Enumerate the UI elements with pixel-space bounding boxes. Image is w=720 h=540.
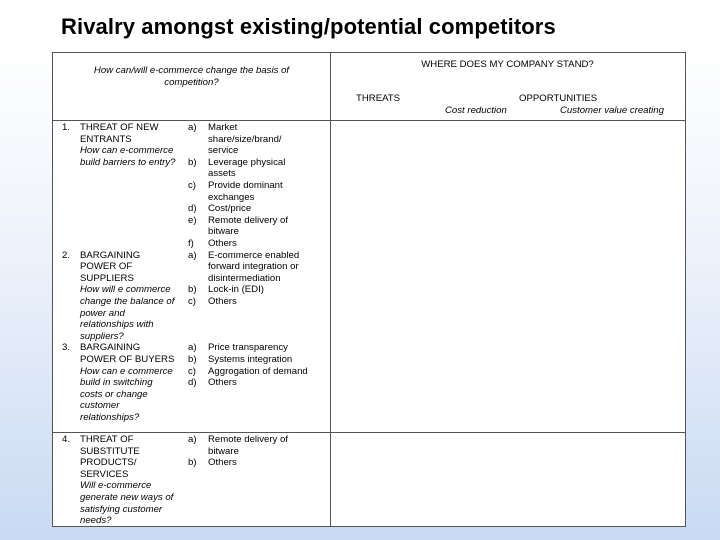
section-title: SUPPLIERS (80, 272, 134, 284)
item-text: Market (208, 122, 238, 133)
item-text: disintermediation (208, 272, 281, 284)
item-label: a) (188, 434, 197, 445)
item-text: Others (208, 377, 237, 389)
section-title: SERVICES (80, 468, 129, 480)
competition-matrix (52, 52, 686, 527)
item-label: c) (188, 296, 196, 307)
section-title: POWER OF BUYERS (80, 354, 175, 365)
item-text: bitware (208, 445, 239, 457)
section-question: customer (80, 400, 120, 412)
item-text: E-commerce enabled (208, 249, 300, 261)
section-question: How can e-commerce (80, 145, 174, 157)
column-divider (330, 53, 331, 526)
section-question: relationships? (80, 412, 140, 423)
section-question: How will e commerce (80, 284, 171, 296)
item-label: b) (188, 156, 197, 168)
item-text: Others (208, 238, 237, 249)
slide-title: Rivalry amongst existing/potential competitors (61, 14, 556, 39)
section-question: build barriers to entry? (80, 156, 176, 168)
item-label: b) (188, 354, 197, 365)
section-title: BARGAINING (80, 342, 141, 354)
section-number: 1. (62, 122, 71, 133)
item-label: a) (188, 122, 197, 133)
item-label: b) (188, 457, 197, 469)
item-text: Others (208, 457, 237, 469)
header-question: How can/will e-commerce change the basis of competition? (93, 65, 290, 88)
section-title: ENTRANTS (80, 133, 132, 145)
section-question: relationships with (80, 319, 154, 331)
item-label: b) (188, 284, 197, 296)
section-question: needs? (80, 515, 112, 527)
item-text: Price transparency (208, 342, 288, 354)
item-label: a) (188, 249, 197, 261)
item-label: a) (188, 342, 197, 354)
section-question: satisfying customer (80, 503, 163, 515)
section-number: 2. (62, 249, 71, 261)
section-question: Will e-commerce (80, 480, 152, 492)
header-customer-value: Customer value creating (560, 105, 664, 116)
section-title: SUBSTITUTE (80, 445, 140, 457)
item-text: bitware (208, 226, 239, 238)
section-question: power and (80, 307, 125, 319)
item-text: Leverage physical (208, 156, 286, 168)
section-question: generate new ways of (80, 492, 174, 503)
item-label: c) (188, 365, 196, 377)
section-question: build in switching (80, 377, 153, 389)
section-title: THREAT OF NEW (80, 122, 159, 133)
section-number: 4. (62, 434, 71, 445)
item-text: Aggrogation of demand (208, 365, 308, 377)
item-text: Others (208, 296, 237, 307)
section-question: costs or change (80, 388, 148, 400)
header-divider (53, 120, 685, 121)
item-text: Systems integration (208, 354, 293, 365)
item-label: d) (188, 377, 197, 389)
section-question: suppliers? (80, 330, 124, 342)
row-divider (53, 432, 685, 433)
item-label: e) (188, 214, 197, 226)
header-opportunities: OPPORTUNITIES (519, 93, 598, 104)
item-text: assets (208, 168, 236, 180)
item-text: share/size/brand/ (208, 133, 282, 145)
item-label: f) (188, 238, 194, 249)
item-text: Lock-in (EDI) (208, 284, 264, 296)
item-text: forward integration or (208, 261, 299, 273)
item-text: Remote delivery of (208, 434, 288, 445)
header-threats: THREATS (356, 93, 401, 104)
section-title: BARGAINING (80, 249, 141, 261)
item-label: c) (188, 180, 196, 191)
section-number: 3. (62, 342, 71, 354)
item-text: service (208, 145, 239, 157)
item-text: exchanges (208, 191, 255, 203)
section-title: PRODUCTS/ (80, 457, 137, 469)
item-label: d) (188, 203, 197, 215)
section-title: POWER OF (80, 261, 133, 273)
item-text: Remote delivery of (208, 214, 288, 226)
section-question: How can e commerce (80, 365, 173, 377)
section-title: THREAT OF (80, 434, 134, 445)
section-question: change the balance of (80, 296, 175, 307)
header-cost-reduction: Cost reduction (445, 105, 507, 116)
item-text: Cost/price (208, 203, 252, 215)
header-company-stand: WHERE DOES MY COMPANY STAND? (421, 59, 594, 70)
item-text: Provide dominant (208, 180, 283, 191)
